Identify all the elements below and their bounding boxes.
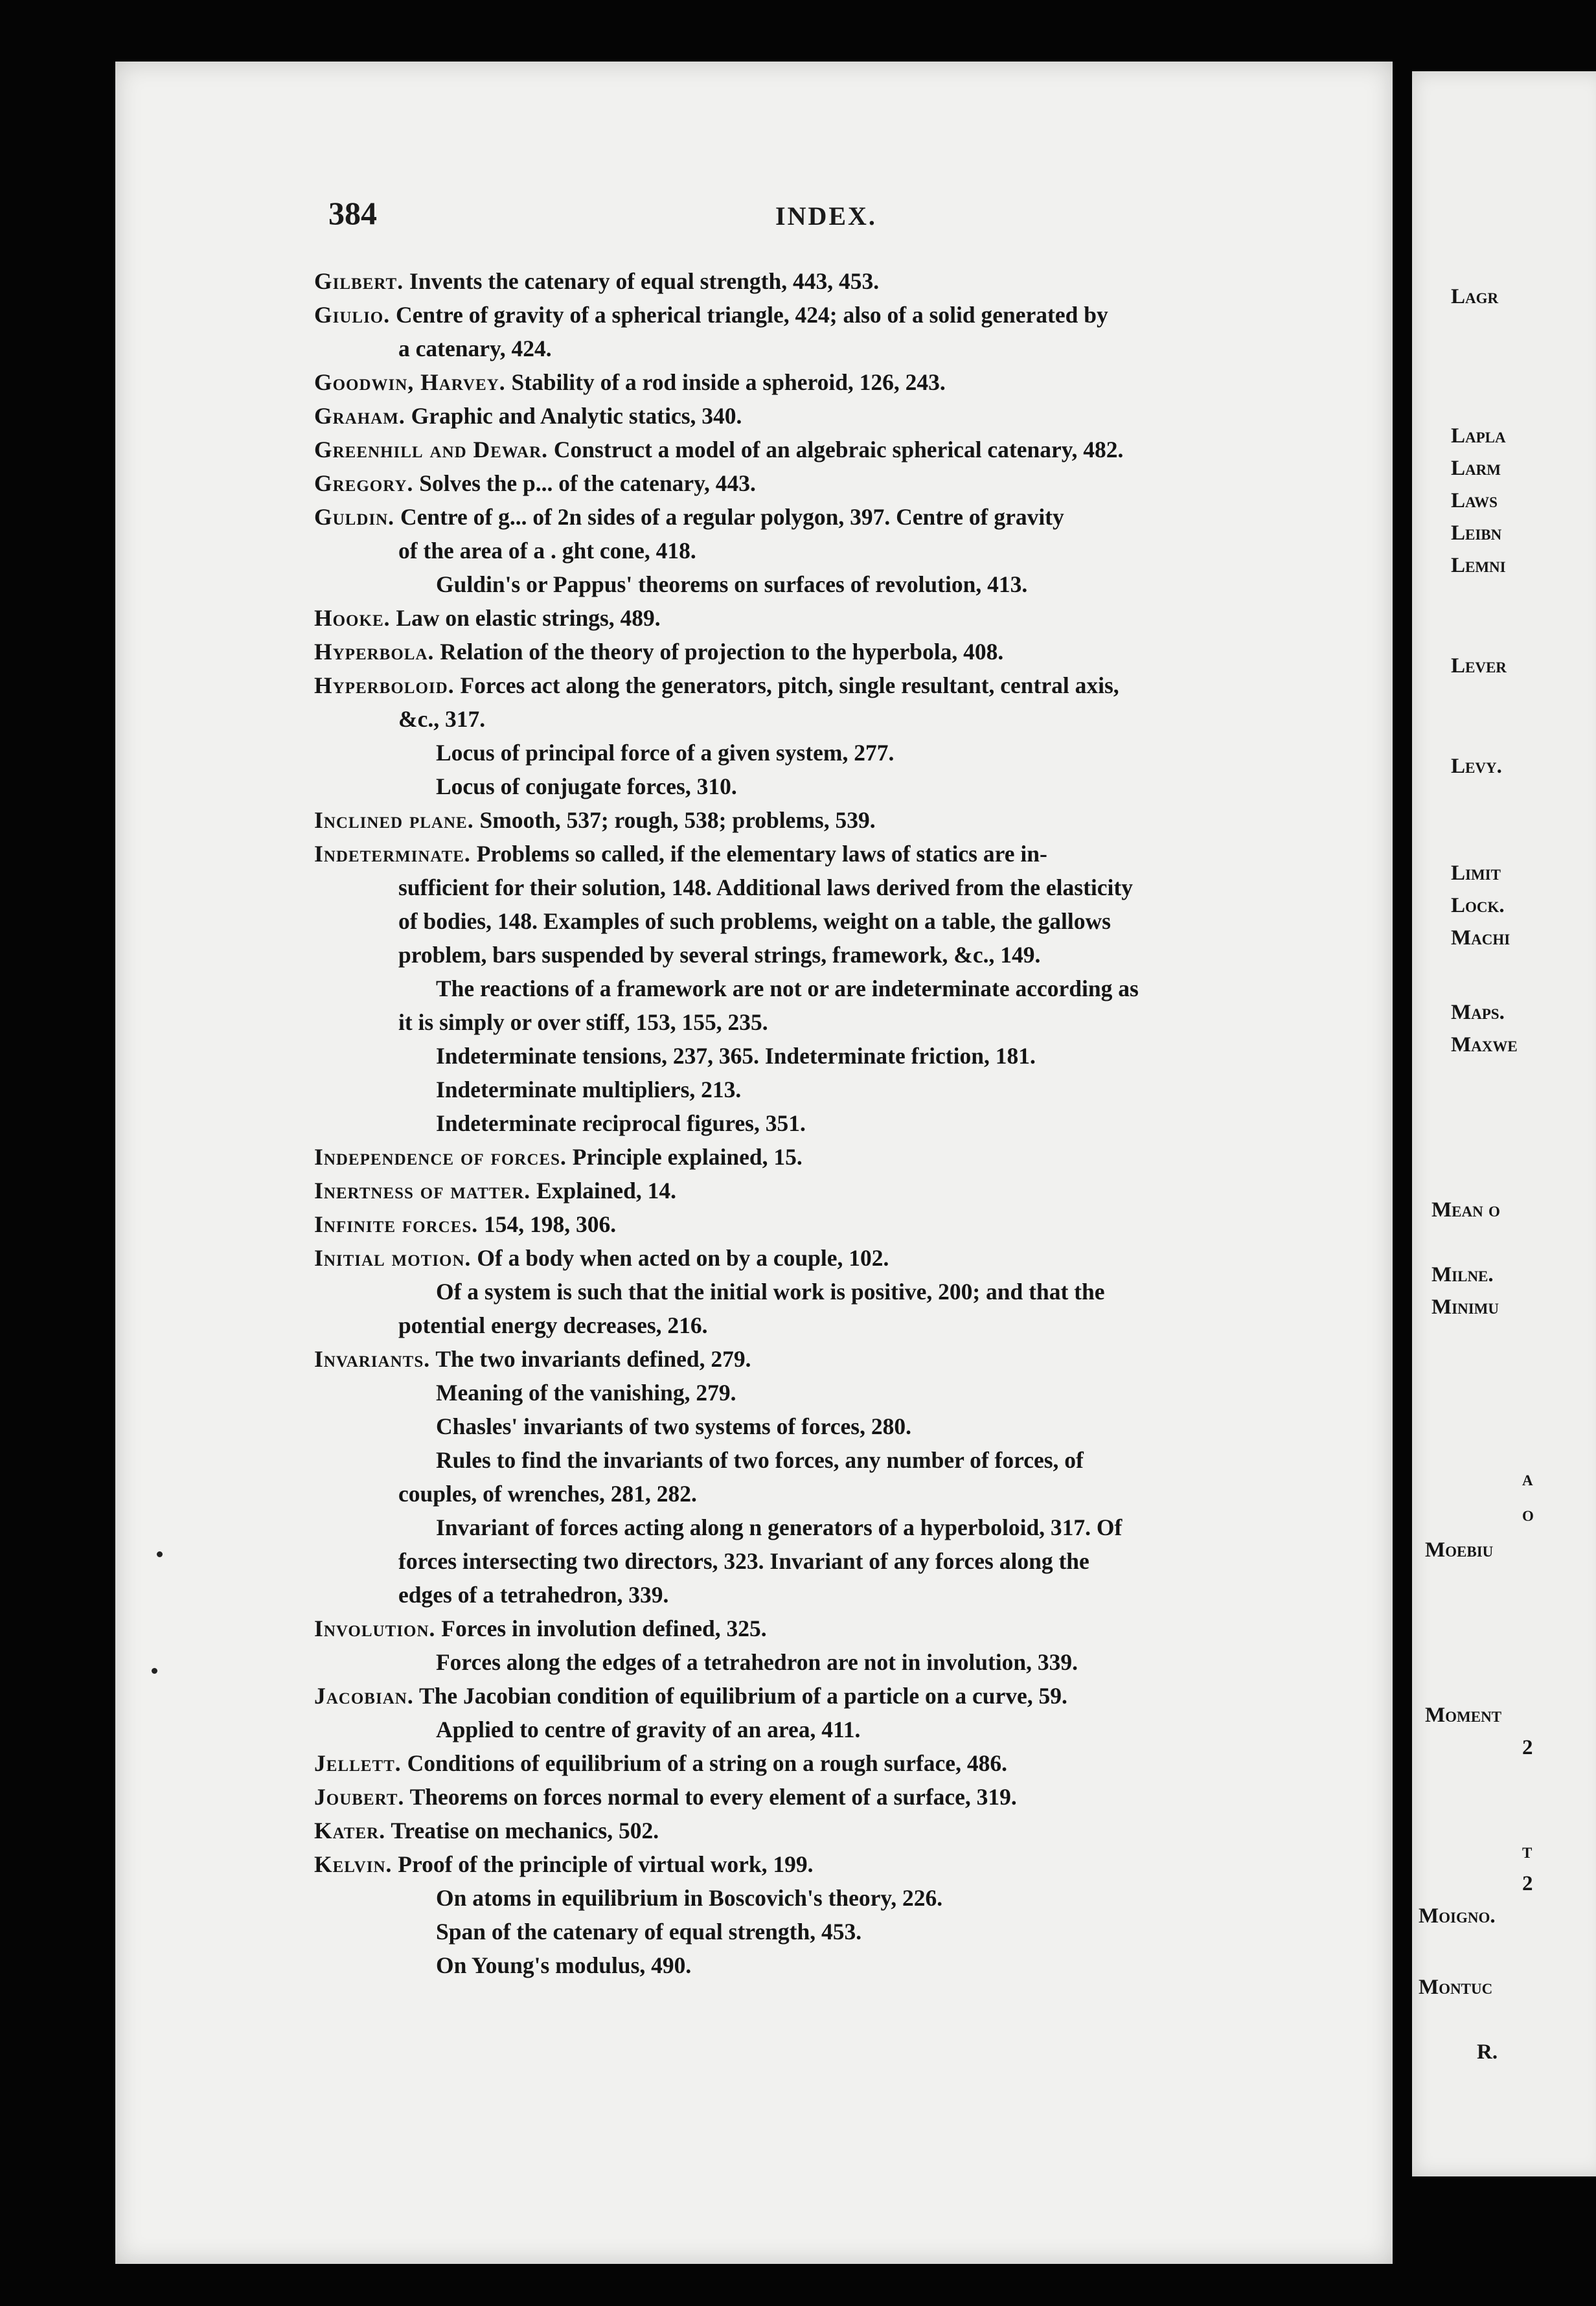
right-page-fragment: Mean o [1431,1198,1500,1222]
right-page-fragment: Lapla [1451,424,1506,448]
sub-entry-line: Indeterminate tensions, 237, 365. Indeterminate friction, 181. [436,1043,1036,1069]
index-entry [314,466,1315,500]
right-page-fragment: Larm [1451,457,1501,480]
index-entry [314,601,1315,635]
right-page-fragment: 2 [1522,1872,1533,1895]
entry-text: The two invariants defined, 279. [435,1346,751,1372]
entry-text: &c., 317. [398,706,486,732]
index-entry [314,365,1315,399]
sub-entry-line: couples, of wrenches, 281, 282. [398,1481,697,1507]
entry-headword: Involution. [314,1615,436,1641]
entry-line [314,803,1315,837]
entry-line [314,466,1315,500]
index-entry [314,1814,1315,1847]
index-entry [314,298,1315,365]
sub-entry-line: On atoms in equilibrium in Boscovich's theory, 226. [436,1885,943,1911]
entry-headword: Initial motion. [314,1245,472,1271]
entry-text: The Jacobian condition of equilibrium of a particle on a curve, 59. [418,1683,1067,1709]
entry-line [314,1679,1315,1713]
right-page-fragment: Lagr [1451,285,1499,308]
entry-text: Construct a model of an algebraic spherical catenary, 482. [553,437,1124,462]
entry-headword: Indeterminate. [314,841,471,867]
index-entry [314,264,1315,298]
entry-text: Solves the p... of the catenary, 443. [419,470,756,496]
entry-line [314,904,1315,938]
entry-text: Invents the catenary of equal strength, 443, 453. [409,268,880,294]
index-entry [314,803,1315,837]
sub-entry-line: Locus of conjugate forces, 310. [436,773,737,799]
index-entry [314,1174,1315,1207]
index-entry [314,837,1315,1140]
entry-text: 154, 198, 306. [484,1211,617,1237]
entry-headword: Joubert. [314,1784,405,1810]
entry-line [314,702,1315,736]
entry-text: a catenary, 424. [398,336,552,361]
right-page-fragment: Moment [1425,1704,1502,1727]
right-page-fragment: Limit [1451,862,1501,885]
entry-headword: Hyperbola. [314,639,435,665]
index-entry [314,399,1315,433]
margin-speck [152,1668,157,1674]
entry-headword: Jacobian. [314,1683,414,1709]
entry-text: Centre of g... of 2n sides of a regular polygon, 397. Centre of gravity [400,504,1064,530]
entry-line [314,1342,1315,1376]
sub-entry-line: The reactions of a framework are not or are indeterminate according as [436,976,1139,1001]
right-page-fragment: Levy. [1451,755,1502,778]
index-entry [314,1679,1315,1746]
entry-text: Law on elastic strings, 489. [396,605,661,631]
entry-headword: Infinite forces. [314,1211,479,1237]
sub-entry-line: Applied to centre of gravity of an area, 411. [436,1717,861,1742]
entry-line [314,635,1315,668]
entry-headword: Giulio. [314,302,391,328]
right-page-fragment: Minimu [1431,1296,1499,1319]
index-entry [314,1612,1315,1679]
entry-line [314,433,1315,466]
right-page-fragment: Lever [1451,654,1507,678]
right-page-fragment: o [1522,1503,1534,1526]
entry-line [314,399,1315,433]
entry-text: Problems so called, if the elementary laws of statics are in- [476,841,1047,867]
entry-line [314,365,1315,399]
right-page-fragment: Moebiu [1425,1538,1494,1562]
entry-headword: Hooke. [314,605,391,631]
entry-headword: Hyperboloid. [314,672,455,698]
entry-text: Proof of the principle of virtual work, 199. [398,1851,814,1877]
entry-headword: Jellett. [314,1750,402,1776]
index-entry [314,1746,1315,1780]
entry-headword: Gregory. [314,470,414,496]
index-entry [314,1847,1315,1982]
entry-headword: Greenhill and Dewar. [314,437,549,462]
right-page-fragment: Leibn [1451,521,1502,545]
margin-speck [157,1551,163,1557]
right-page-fragment: Milne. [1431,1263,1494,1286]
entry-headword: Goodwin, Harvey. [314,369,506,395]
entry-text: Graphic and Analytic statics, 340. [411,403,742,429]
entry-line [314,1780,1315,1814]
right-page-fragment: R. [1477,2040,1498,2064]
sub-entry-line: Invariant of forces acting along n generators of a hyperboloid, 317. Of [436,1514,1123,1540]
entry-line [314,264,1315,298]
entry-headword: Gilbert. [314,268,404,294]
entry-line [314,668,1315,702]
entry-text: sufficient for their solution, 148. Additional laws derived from the elasticity [398,874,1133,900]
index-entry [314,1140,1315,1174]
index-entry [314,668,1315,803]
sub-entry-line: Forces along the edges of a tetrahedron are not in involution, 339. [436,1649,1078,1675]
sub-entry-line: Rules to find the invariants of two forces, any number of forces, of [436,1447,1084,1473]
entry-line [314,938,1315,972]
right-page-edge [1412,71,1596,2176]
entry-headword: Invariants. [314,1346,431,1372]
entry-text: Conditions of equilibrium of a string on a rough surface, 486. [407,1750,1007,1776]
entry-headword: Inertness of matter. [314,1178,531,1204]
entry-text: of the area of a . ght cone, 418. [398,538,696,564]
entry-line [314,1814,1315,1847]
entry-text: Theorems on forces normal to every element of a surface, 319. [409,1784,1017,1810]
index-entry [314,1207,1315,1241]
page-header [328,194,1339,240]
page-number: 384 [328,195,377,231]
right-page-fragment: Lemni [1451,554,1506,577]
entry-text: Of a body when acted on by a couple, 102. [477,1245,889,1271]
sub-entry-line: Of a system is such that the initial work is positive, 200; and that the [436,1279,1105,1305]
running-title: INDEX. [775,201,877,231]
entry-text: Principle explained, 15. [572,1144,803,1170]
entry-headword: Independence of forces. [314,1144,567,1170]
entry-text: problem, bars suspended by several strings, framework, &c., 149. [398,942,1041,968]
sub-entry-line: Chasles' invariants of two systems of forces, 280. [436,1413,911,1439]
entry-text: Stability of a rod inside a spheroid, 126, 243. [511,369,946,395]
entry-line [314,298,1315,332]
entry-text: Centre of gravity of a spherical triangle, 424; also of a solid generated by [396,302,1108,328]
entry-headword: Guldin. [314,504,395,530]
entry-text: Forces in involution defined, 325. [441,1615,767,1641]
entry-line [314,1847,1315,1881]
entry-line [314,1612,1315,1645]
entry-line [314,1207,1315,1241]
entry-headword: Kelvin. [314,1851,393,1877]
entry-line [314,1241,1315,1275]
right-page-fragment: t [1522,1840,1533,1863]
right-page-fragment: 2 [1522,1736,1533,1759]
entry-line [314,534,1315,567]
entry-text: Smooth, 537; rough, 538; problems, 539. [479,807,876,833]
sub-entry-line: Indeterminate multipliers, 213. [436,1077,742,1102]
entry-text: Relation of the theory of projection to the hyperbola, 408. [440,639,1004,665]
entry-line [314,500,1315,534]
entry-headword: Graham. [314,403,405,429]
index-entry [314,500,1315,601]
right-page-fragment: Moigno. [1419,1904,1496,1928]
sub-entry-line: Locus of principal force of a given system, 277. [436,740,895,766]
entry-line [314,1746,1315,1780]
entry-text: of bodies, 148. Examples of such problems, weight on a table, the gallows [398,908,1111,934]
entry-text: Explained, 14. [536,1178,677,1204]
right-page-fragment: Montuc [1419,1976,1493,1999]
entry-text: Treatise on mechanics, 502. [391,1818,659,1844]
index-entry [314,433,1315,466]
right-page-fragment: Machi [1451,926,1510,950]
right-page-fragment: a [1522,1467,1533,1490]
entry-line [314,837,1315,871]
entry-headword: Kater. [314,1818,386,1844]
entry-headword: Inclined plane. [314,807,474,833]
entry-line [314,871,1315,904]
index-entry [314,635,1315,668]
entry-line [314,1174,1315,1207]
right-page-fragment: Maxwe [1451,1033,1518,1056]
entry-text: Forces act along the generators, pitch, single resultant, central axis, [460,672,1119,698]
right-page-fragment: Lock. [1451,894,1505,917]
right-page-fragment: Laws [1451,489,1498,512]
index-entries [314,264,1315,1982]
entry-line [314,332,1315,365]
entry-line [314,601,1315,635]
sub-entry-line: it is simply or over stiff, 153, 155, 235. [398,1009,768,1035]
right-page-fragment: Maps. [1451,1001,1505,1024]
sub-entry-line: On Young's modulus, 490. [436,1952,692,1978]
sub-entry-line: forces intersecting two directors, 323. Invariant of any forces along the [398,1548,1089,1574]
sub-entry-line: Span of the catenary of equal strength, 453. [436,1919,862,1945]
index-entry [314,1780,1315,1814]
entry-line [314,1140,1315,1174]
sub-entry-line: Guldin's or Pappus' theorems on surfaces of revolution, 413. [436,571,1028,597]
sub-entry-line: Indeterminate reciprocal figures, 351. [436,1110,806,1136]
sub-entry-line: edges of a tetrahedron, 339. [398,1582,669,1608]
index-entry [314,1342,1315,1612]
index-entry [314,1241,1315,1342]
sub-entry-line: Meaning of the vanishing, 279. [436,1380,736,1406]
sub-entry-line: potential energy decreases, 216. [398,1312,708,1338]
